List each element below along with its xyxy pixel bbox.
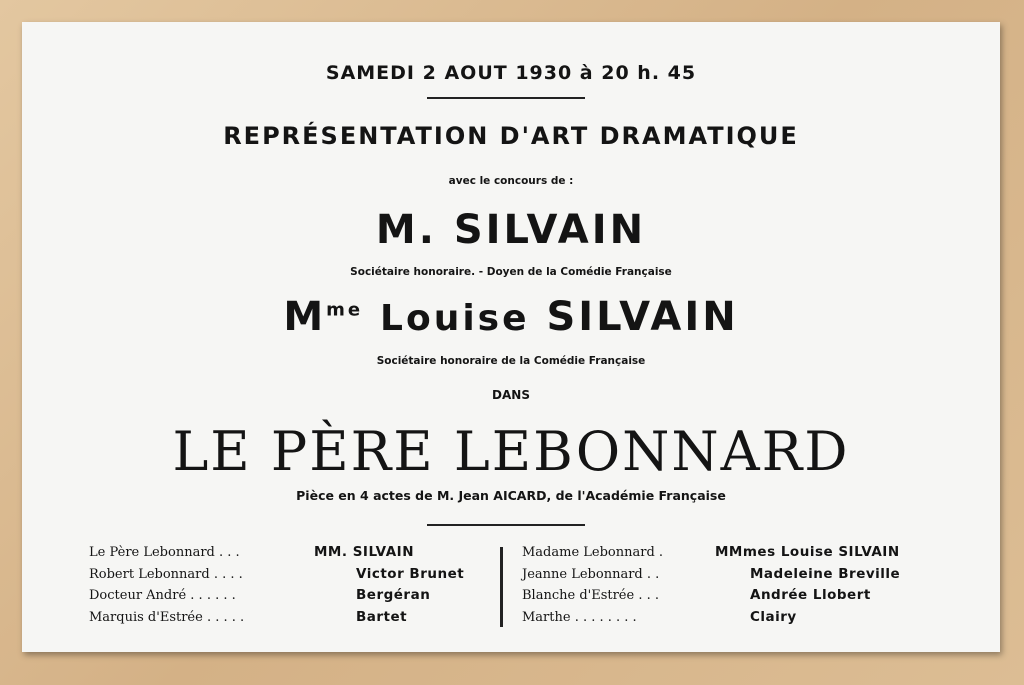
cast-actor: Victor Brunet	[356, 565, 465, 582]
cast-list-left	[89, 542, 499, 628]
lead-actor-title: Sociétaire honoraire. - Doyen de la Comédie Française	[350, 266, 672, 278]
cast-actor: Andrée Llobert	[750, 587, 871, 603]
actress-last-name: SILVAIN	[546, 294, 739, 340]
play-subtitle: Pièce en 4 actes de M. Jean AICARD, de l'Académie Française	[296, 488, 726, 503]
poster-card	[22, 22, 1000, 652]
actress-first-name: Louise	[380, 298, 530, 339]
cast-role: Robert Lebonnard . . . .	[89, 566, 243, 582]
cast-row	[522, 564, 942, 586]
cast-actor: Bergéran	[356, 587, 431, 603]
cast-list-right	[522, 542, 942, 628]
cast-role: Blanche d'Estrée . . .	[522, 588, 659, 603]
divider-top	[427, 97, 585, 99]
cast-row	[522, 585, 942, 607]
dans-text: DANS	[492, 388, 530, 402]
cast-row	[89, 607, 499, 629]
play-title: LE PÈRE LEBONNARD	[172, 420, 850, 483]
cast-row	[89, 564, 499, 586]
cast-role: Le Père Lebonnard . . .	[89, 545, 240, 560]
with-text: avec le concours de :	[448, 175, 574, 187]
poster-title: REPRÉSENTATION D'ART DRAMATIQUE	[223, 122, 799, 150]
cast-actor: MM. SILVAIN	[314, 544, 414, 560]
cast-row	[89, 542, 499, 564]
lead-actor: M. SILVAIN	[375, 207, 647, 253]
cast-role: Docteur André . . . . . .	[89, 588, 236, 603]
divider-bottom	[427, 524, 585, 526]
cast-actor: Clairy	[750, 608, 797, 625]
actress-prefix-sup: me	[326, 299, 364, 321]
cast-role: Madame Lebonnard .	[522, 545, 664, 560]
cast-actor: Bartet	[356, 608, 408, 625]
cast-row	[89, 585, 499, 607]
lead-actress-title: Sociétaire honoraire de la Comédie Française	[376, 355, 646, 367]
cast-role: Marquis d'Estrée . . . . .	[89, 609, 245, 625]
cast-row	[522, 542, 942, 564]
cast-role: Marthe . . . . . . . .	[522, 609, 637, 625]
cast-actor: Madeleine Breville	[750, 565, 901, 582]
cast-actor: MMmes Louise SILVAIN	[715, 544, 900, 560]
cast-divider	[500, 547, 503, 627]
lead-actress	[22, 294, 1000, 340]
cast-row	[522, 607, 942, 629]
actress-prefix: M	[283, 294, 327, 340]
cast-role: Jeanne Lebonnard . .	[522, 566, 660, 582]
performance-date: SAMEDI 2 AOUT 1930 à 20 h. 45	[325, 62, 697, 84]
